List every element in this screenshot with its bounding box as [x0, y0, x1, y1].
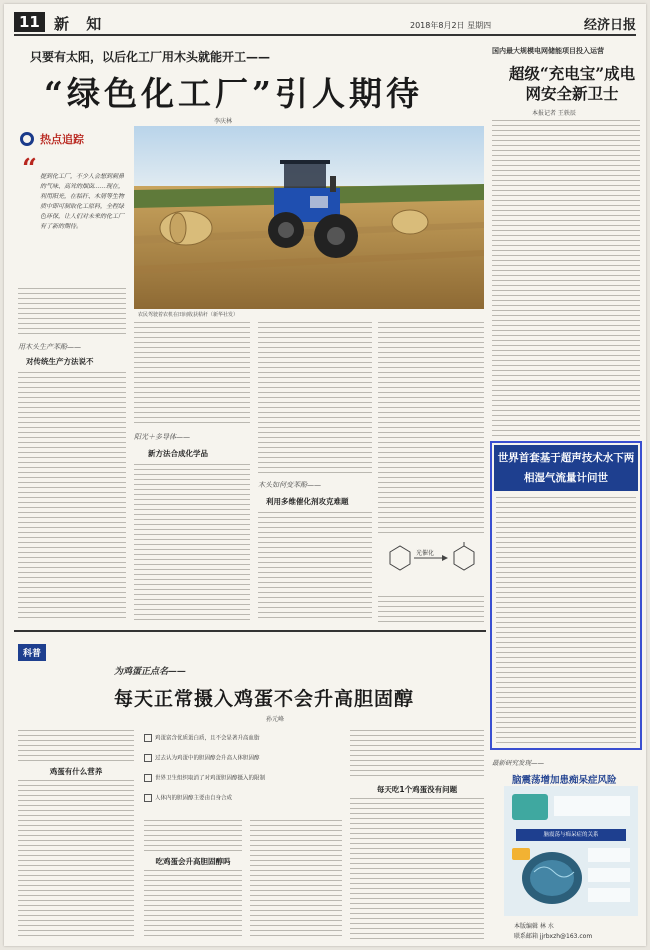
checkbox-icon: [144, 734, 152, 742]
key-points-box: [144, 730, 340, 816]
main-article-byline: 李庆林: [214, 118, 233, 125]
quote-mark-icon: “: [22, 154, 37, 184]
side-article-byline: 本报记者 王轶辰: [532, 110, 576, 117]
chemistry-diagram: [376, 542, 482, 592]
section-name: 新 知: [54, 15, 108, 33]
bottom-body-col2-b: [144, 870, 242, 940]
bottom-body-col1-a: [18, 730, 134, 762]
side-article-title: 超级“充电宝”成电网安全新卫士: [508, 64, 636, 103]
newspaper-page: [4, 4, 646, 946]
subhead-one-egg: 每天吃1个鸡蛋没有问题: [376, 785, 458, 794]
page-header: [14, 12, 636, 36]
editor-info: [514, 922, 592, 942]
bottom-article-byline: 孙元峰: [266, 716, 285, 723]
checkbox-icon: [144, 754, 152, 762]
highlighted-article-title: 世界首套基于超声技术水下两相湿气流量计问世: [494, 445, 638, 491]
diagram-label: 光催化: [416, 550, 435, 557]
brain-infographic: [504, 786, 638, 916]
checkbox-icon: [144, 794, 152, 802]
main-body-col4-b: [378, 596, 484, 622]
bottom-article-title: 每天正常摄入鸡蛋不会升高胆固醇: [114, 688, 415, 710]
paper-logo: 经济日报: [583, 18, 636, 33]
checkbox-icon: [144, 774, 152, 782]
research-title: 脑震荡增加患痴呆症风险: [512, 775, 617, 786]
lead-quote: 提到化工厂，不少人会想到刺鼻的气味、高耸的烟囱……现在，利用阳光，在秸秆、木屑等生物质中即可制取化工原料，全程绿色环保，让人们对未来的化工厂有了新的期待。: [40, 173, 125, 230]
main-body-col3-b: [258, 512, 372, 622]
bottom-body-col1-b: [18, 780, 134, 940]
main-article-title: “绿色化工厂”引人期待: [44, 74, 423, 113]
hot-topic-box: [18, 128, 126, 284]
section-divider: [14, 630, 486, 632]
main-body-col1-b: [18, 372, 126, 622]
key-point: 鸡蛋富含优质蛋白质，且不会显著升高血脂: [144, 734, 340, 744]
highlighted-article[interactable]: [490, 441, 642, 750]
side-article-kicker: 国内最大规模电网储能项目投入运营: [492, 47, 604, 55]
editor-name: 本版编辑 林 水: [514, 923, 554, 930]
tractor-photo: [134, 126, 484, 309]
bottom-body-col4-b: [350, 798, 484, 940]
section-head-1: 对传统生产方法说不: [26, 357, 94, 366]
section-head-2-kicker: 阳光＋多导体——: [134, 433, 190, 441]
infographic-title: 脑震荡与痴呆症的关系: [516, 829, 626, 841]
main-article-kicker: 只要有太阳，以后化工厂用木头就能开工——: [30, 50, 271, 64]
science-column-label: 科普: [18, 644, 46, 661]
hot-topic-icon: [20, 132, 34, 146]
bottom-body-col3: [250, 820, 342, 940]
main-body-col2-a: [134, 322, 250, 426]
section-head-3: 利用多维催化剂攻克难题: [266, 497, 349, 506]
key-point: 过去认为鸡蛋中的胆固醇会升高人体胆固醇: [144, 754, 340, 764]
highlighted-article-body: [496, 497, 636, 743]
key-point: 世界卫生组织取消了对鸡蛋胆固醇摄入的限制: [144, 774, 340, 784]
main-body-col4-a: [378, 322, 484, 536]
issue-date: 2018年8月2日 星期四: [410, 21, 492, 30]
editor-email: 联系邮箱 jjrbxzh@163.com: [514, 933, 593, 940]
hot-topic-label: 热点追踪: [40, 133, 84, 146]
section-head-1-kicker: 用木头生产苯酚——: [18, 343, 81, 351]
bottom-article-kicker: 为鸡蛋正点名——: [114, 667, 187, 677]
research-label: 最新研究发现——: [492, 759, 544, 767]
subhead-cholesterol: 吃鸡蛋会升高胆固醇吗: [155, 857, 231, 866]
subhead-nutrition: 鸡蛋有什么营养: [49, 767, 103, 776]
section-head-3-kicker: 木头如何变苯酚——: [258, 481, 321, 489]
main-body-col2-b: [134, 464, 250, 622]
bottom-body-col4-a: [350, 730, 484, 780]
photo-caption: 农民驾驶着农机在田间收获秸秆（新华社发）: [138, 312, 239, 318]
bottom-body-col2-a: [144, 820, 242, 852]
side-article-body: [492, 120, 640, 436]
main-body-col1-a: [18, 288, 126, 338]
main-body-col3-a: [258, 322, 372, 474]
section-head-2: 新方法合成化学品: [148, 449, 208, 458]
key-point: 人体内的胆固醇主要由自身合成: [144, 794, 340, 804]
page-number: 11: [14, 12, 45, 32]
